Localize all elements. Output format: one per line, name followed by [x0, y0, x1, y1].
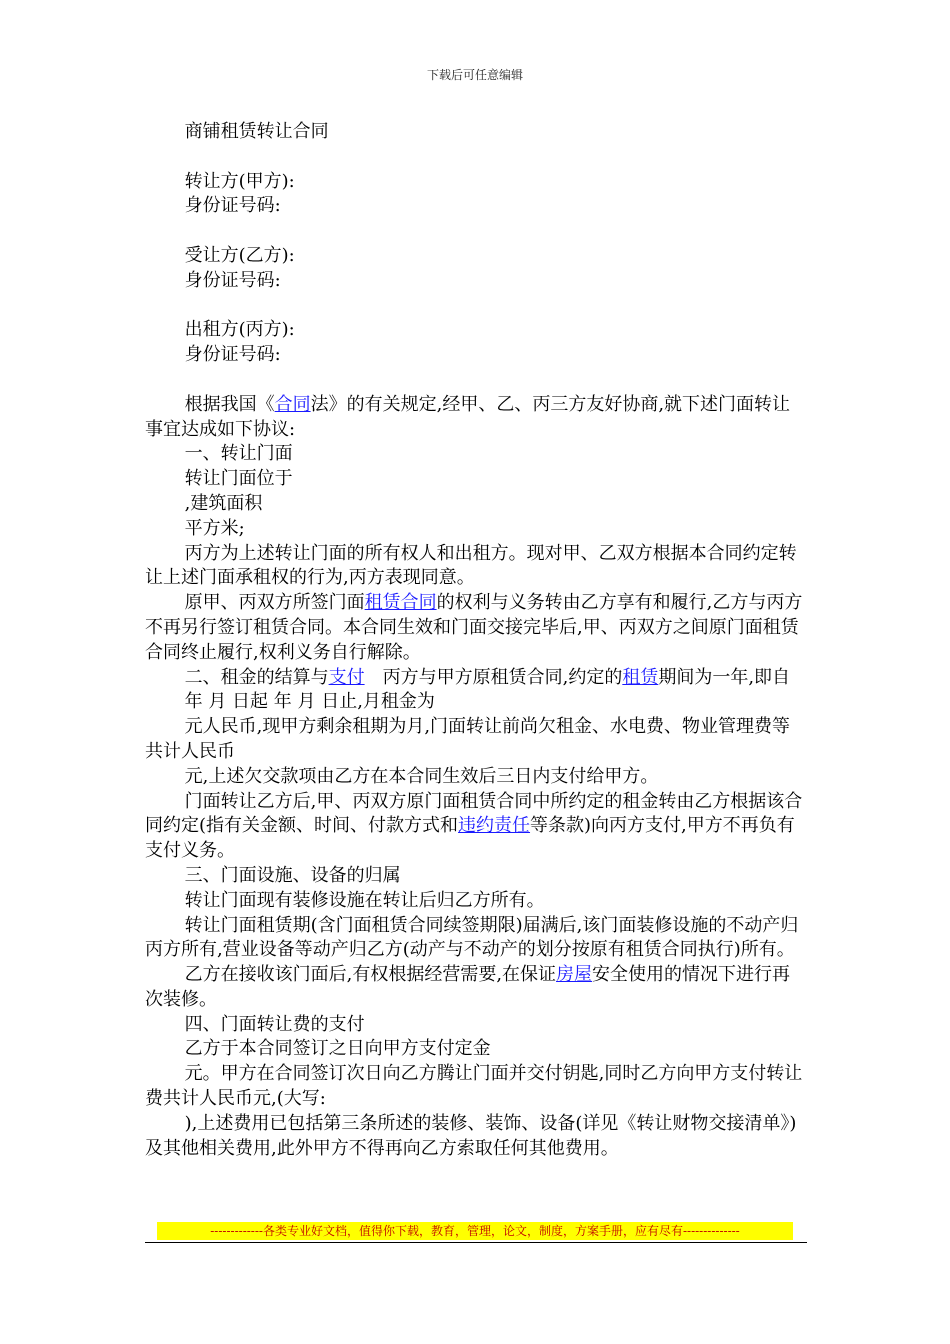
spacer: [145, 145, 807, 170]
contract-law-link[interactable]: 合同: [274, 393, 311, 415]
footer-banner: -------------各类专业好文档，值得你下载，教育，管理，论文，制度，方案手册，应有尽有--------------: [157, 1222, 793, 1240]
contract-title: 商铺租赁转让合同: [184, 121, 329, 142]
section-2-debt: 元,上述欠交款项由乙方在本合同生效后三日内支付给甲方。: [184, 765, 659, 787]
section-2-dates: 年 月 日起 年 月 日止,月租金为: [184, 691, 435, 713]
section-3-title: 三、门面设施、设备的归属: [184, 864, 401, 886]
section-2-title: 二、租金的结算与支付 丙方与甲方原租赁合同,约定的租赁期间为一年,即自: [184, 666, 791, 688]
section-1-paragraph-1: 丙方为上述转让门面的所有权人和出租方。现对甲、乙双方根据本合同约定转让上述门面承租权的行为,丙方表现同意。: [145, 542, 797, 589]
breach-liability-link[interactable]: 违约责任: [458, 815, 531, 837]
party-c-label: 出租方(丙方):: [184, 319, 295, 341]
party-b-id-label: 身份证号码:: [184, 269, 281, 291]
section-2-paragraph-2: 门面转让乙方后,甲、丙双方原门面租赁合同中所约定的租金转由乙方根据该合同约定(指有关金额、时间、付款方式和违约责任等条款)向丙方支付,甲方不再负有支付义务。: [145, 790, 803, 862]
section-1-area: ,建筑面积: [184, 492, 263, 514]
lease-contract-link[interactable]: 租赁合同: [364, 592, 437, 614]
spacer: [145, 219, 807, 244]
party-c-id-label: 身份证号码:: [184, 344, 281, 366]
section-3-paragraph-1: 转让门面现有装修设施在转让后归乙方所有。: [184, 889, 545, 911]
payment-link[interactable]: 支付: [328, 666, 365, 688]
footer-divider: [145, 1242, 807, 1243]
section-3-paragraph-3: 乙方在接收该门面后,有权根据经营需要,在保证房屋安全使用的情况下进行再次装修。: [145, 964, 791, 1010]
intro-paragraph: 根据我国《合同法》的有关规定,经甲、乙、丙三方友好协商,就下述门面转让事宜达成如下协议:: [145, 393, 791, 440]
section-1-location: 转让门面位于: [184, 468, 293, 490]
section-4-title: 四、门面转让费的支付: [184, 1013, 365, 1035]
section-1-unit: 平方米;: [184, 517, 245, 539]
party-a-label: 转让方(甲方):: [184, 170, 295, 192]
section-2-rent: 元人民币,现甲方剩余租期为月,门面转让前尚欠租金、水电费、物业管理费等共计人民币: [145, 716, 791, 762]
party-b-label: 受让方(乙方):: [184, 244, 295, 266]
section-4-paragraph-1: 乙方于本合同签订之日向甲方支付定金: [184, 1038, 491, 1060]
section-4-paragraph-3: ),上述费用已包括第三条所述的装修、装饰、设备(详见《转让财物交接清单》)及其他相关费用,此外甲方不得再向乙方索取任何其他费用。: [145, 1112, 797, 1159]
spacer: [145, 368, 807, 393]
section-3-paragraph-2: 转让门面租赁期(含门面租赁合同续签期限)届满后,该门面装修设施的不动产归丙方所有,营业设备等动产归乙方(动产与不动产的划分按原有租赁合同执行)所有。: [145, 914, 799, 961]
house-link[interactable]: 房屋: [556, 964, 593, 986]
party-a-id-label: 身份证号码:: [184, 195, 281, 217]
section-4-paragraph-2: 元。甲方在合同签订次日向乙方腾让门面并交付钥匙,同时乙方向甲方支付转让费共计人民币元,(大写:: [145, 1063, 803, 1110]
section-1-title: 一、转让门面: [184, 443, 293, 465]
lease-link[interactable]: 租赁: [622, 666, 659, 688]
page-header: 下载后可任意编辑: [426, 68, 523, 82]
contract-body: [145, 120, 807, 1161]
spacer: [145, 294, 807, 319]
section-1-paragraph-2: 原甲、丙双方所签门面租赁合同的权利与义务转由乙方享有和履行,乙方与丙方不再另行签订租赁合同。本合同生效和门面交接完毕后,甲、丙双方之间原门面租赁合同终止履行,权利义务自行解除。: [145, 592, 803, 663]
